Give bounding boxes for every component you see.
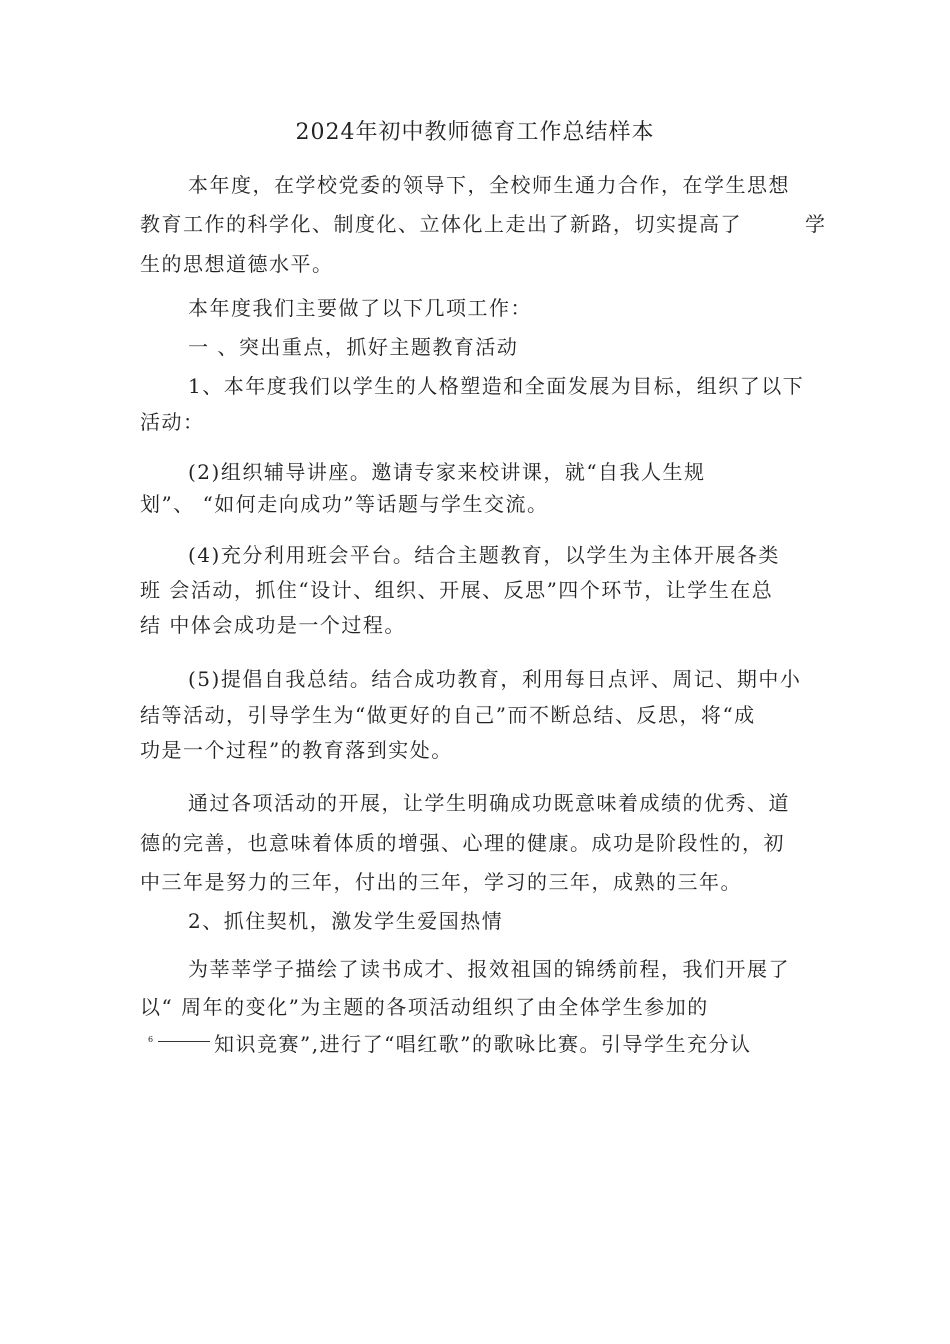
paragraph-line: 通过各项活动的开展，让学生明确成功既意味着成绩的优秀、道 xyxy=(188,791,790,815)
paragraph-line: 班 会活动，抓住“设计、组织、开展、反思”四个环节，让学生在总 xyxy=(140,578,774,602)
paragraph-line: (5)提倡自我总结。结合成功教育，利用每日点评、周记、期中小 xyxy=(188,667,802,691)
paragraph-line: 活动： xyxy=(140,410,205,434)
paragraph-line: (4)充分利用班会平台。结合主题教育，以学生为主体开展各类 xyxy=(188,543,780,567)
document-title: 2024年初中教师德育工作总结样本 xyxy=(295,120,655,145)
paragraph-line: 教育工作的科学化、制度化、立体化上走出了新路，切实提高了 xyxy=(140,212,742,236)
paragraph-line: 生的思想道德水平。 xyxy=(140,252,334,276)
blank-underline xyxy=(158,1041,210,1042)
paragraph-line: 1、本年度我们以学生的人格塑造和全面发展为目标，组织了以下 xyxy=(188,374,805,398)
paragraph-line: 本年度，在学校党委的领导下，全校师生通力合作，在学生思想 xyxy=(188,173,790,197)
paragraph-line: 为莘莘学子描绘了读书成才、报效祖国的锦绣前程，我们开展了 xyxy=(188,957,790,981)
paragraph-line: 结 中体会成功是一个过程。 xyxy=(140,613,406,637)
paragraph-line: 知识竞赛”,进行了“唱红歌”的歌咏比赛。引导学生充分认 xyxy=(214,1032,752,1056)
paragraph-line: 功是一个过程”的教育落到实处。 xyxy=(140,738,453,762)
paragraph-line: 中三年是努力的三年，付出的三年，学习的三年，成熟的三年。 xyxy=(140,870,742,894)
paragraph-line: 划”、 “如何走向成功”等话题与学生交流。 xyxy=(140,492,549,516)
paragraph-line: 学 xyxy=(805,212,827,236)
section-heading: 2、抓住契机，激发学生爱国热情 xyxy=(188,909,504,933)
section-heading: 一 、突出重点，抓好主题教育活动 xyxy=(188,335,519,359)
paragraph-line: 结等活动，引导学生为“做更好的自己”而不断总结、反思，将“成 xyxy=(140,703,756,727)
paragraph-line: 德的完善，也意味着体质的增强、心理的健康。成功是阶段性的，初 xyxy=(140,831,785,855)
footnote-mark: 6 xyxy=(148,1035,154,1044)
paragraph-line: 以“ 周年的变化”为主题的各项活动组织了由全体学生参加的 xyxy=(140,995,709,1019)
paragraph-line: 本年度我们主要做了以下几项工作： xyxy=(188,296,532,320)
paragraph-line: (2)组织辅导讲座。邀请专家来校讲课，就“自我人生规 xyxy=(188,460,706,484)
